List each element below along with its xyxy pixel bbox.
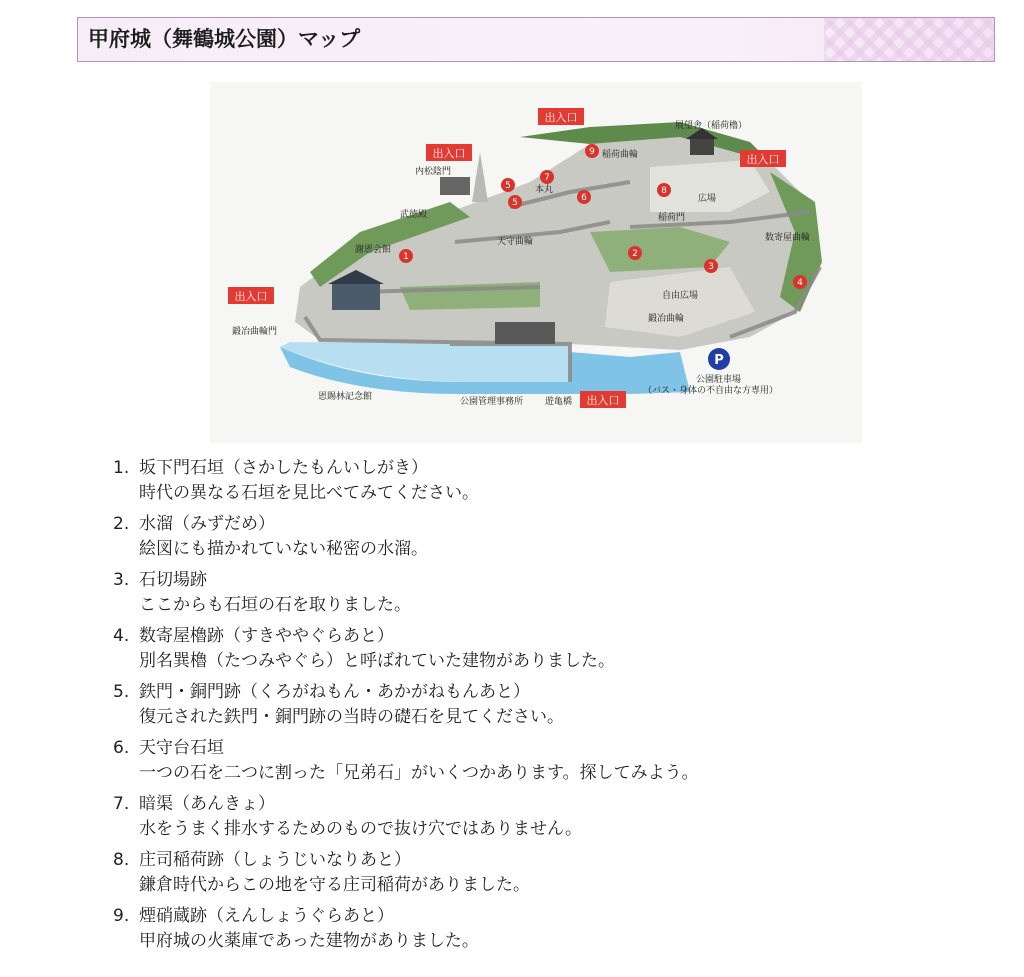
map-marker [793, 275, 807, 289]
map-label: 鍛冶曲輪門 [232, 327, 278, 337]
page-title: 甲府城（舞鶴城公園）マップ [88, 27, 361, 51]
map-label: 数寄屋曲輪 [765, 233, 811, 243]
item-title: 数寄屋櫓跡（すきややぐらあと） [139, 626, 394, 646]
item-number: 4. [113, 626, 130, 646]
item-title: 庄司稲荷跡（しょうじいなりあと） [139, 850, 411, 870]
list-item [113, 904, 873, 954]
map-marker [628, 246, 642, 260]
map-marker [657, 183, 671, 197]
exit-badge [426, 144, 472, 161]
svg-text:出入口: 出入口 [544, 111, 578, 124]
svg-text:P: P [714, 353, 724, 368]
item-title: 水溜（みずだめ） [139, 514, 275, 534]
item-number: 5. [113, 682, 130, 702]
castle-map [210, 82, 862, 443]
svg-text:7: 7 [544, 173, 550, 183]
page-heading [77, 17, 995, 62]
list-item [113, 456, 873, 506]
svg-text:3: 3 [708, 262, 714, 272]
map-label: 公園駐車場 [696, 375, 742, 385]
item-number: 6. [113, 738, 130, 758]
item-description: 一つの石を二つに割った「兄弟石」がいくつかあります。探してみよう。 [139, 763, 699, 783]
svg-text:出入口: 出入口 [234, 290, 268, 303]
map-label: 恩賜林記念館 [318, 392, 373, 402]
map-label: 展望舎（稲荷櫓） [675, 121, 748, 131]
item-description: 鎌倉時代からこの地を守る庄司稲荷がありました。 [139, 875, 530, 895]
map-label: 本丸 [535, 185, 554, 195]
item-description: 甲府城の火薬庫であった建物がありました。 [139, 931, 479, 951]
item-description: 水をうまく排水するためのもので抜け穴ではありません。 [139, 819, 583, 839]
svg-text:出入口: 出入口 [432, 147, 466, 160]
item-description: ここからも石垣の石を取りました。 [139, 595, 411, 615]
item-title: 石切場跡 [139, 570, 207, 590]
svg-text:1: 1 [403, 252, 409, 262]
map-marker [577, 190, 591, 204]
svg-text:5: 5 [505, 181, 511, 191]
item-number: 2. [113, 514, 130, 534]
map-marker [585, 144, 599, 158]
map-label: 天守曲輪 [497, 237, 534, 247]
item-title: 鉄門・銅門跡（くろがねもん・あかがねもんあと） [139, 682, 530, 702]
parking-icon [708, 348, 730, 370]
map-marker [501, 178, 515, 192]
list-item [113, 568, 873, 618]
exit-badge [580, 391, 626, 408]
item-number: 8. [113, 850, 130, 870]
svg-text:5: 5 [512, 198, 518, 208]
map-marker [508, 195, 522, 209]
exit-badge [228, 287, 274, 304]
svg-text:2: 2 [632, 249, 638, 259]
map-label: 稲荷門 [658, 213, 686, 223]
item-title: 暗渠（あんきょ） [139, 794, 275, 814]
item-number: 1. [113, 458, 130, 478]
list-item [113, 736, 873, 786]
item-title: 坂下門石垣（さかしたもんいしがき） [139, 458, 428, 478]
item-title: 天守台石垣 [139, 738, 224, 758]
svg-text:9: 9 [589, 147, 595, 157]
item-title: 煙硝蔵跡（えんしょうぐらあと） [139, 906, 394, 926]
list-item [113, 624, 873, 674]
item-description: 別名巽櫓（たつみやぐら）と呼ばれていた建物がありました。 [139, 651, 615, 671]
map-label: 遊亀橋 [545, 397, 573, 407]
item-number: 3. [113, 570, 130, 590]
exit-badge [538, 108, 584, 125]
svg-text:出入口: 出入口 [586, 394, 620, 407]
map-marker [399, 249, 413, 263]
map-marker [704, 259, 718, 273]
map-marker [540, 170, 554, 184]
exit-badge [740, 150, 786, 167]
svg-text:出入口: 出入口 [746, 153, 780, 166]
list-item [113, 848, 873, 898]
points-list [113, 456, 873, 960]
svg-text:4: 4 [797, 278, 803, 288]
svg-text:8: 8 [661, 186, 667, 196]
map-label: 武徳殿 [400, 210, 428, 220]
map-label: 鍛冶曲輪 [648, 314, 685, 324]
map-label: 広場 [698, 194, 717, 204]
item-description: 絵図にも描かれていない秘密の水溜。 [139, 539, 428, 559]
map-label: 内松陰門 [415, 167, 452, 177]
map-label: 謝恩会館 [355, 245, 392, 255]
map-label: 公園管理事務所 [460, 397, 524, 407]
item-number: 7. [113, 794, 130, 814]
map-label: 稲荷曲輪 [602, 150, 639, 160]
item-description: 時代の異なる石垣を見比べてみてください。 [139, 483, 479, 503]
item-description: 復元された鉄門・銅門跡の当時の礎石を見てください。 [139, 707, 564, 727]
list-item [113, 680, 873, 730]
map-label: 自由広場 [662, 291, 699, 301]
list-item [113, 792, 873, 842]
item-number: 9. [113, 906, 130, 926]
map-label: （バス・身体の不自由な方専用） [643, 386, 779, 396]
list-item [113, 512, 873, 562]
svg-text:6: 6 [581, 193, 587, 203]
